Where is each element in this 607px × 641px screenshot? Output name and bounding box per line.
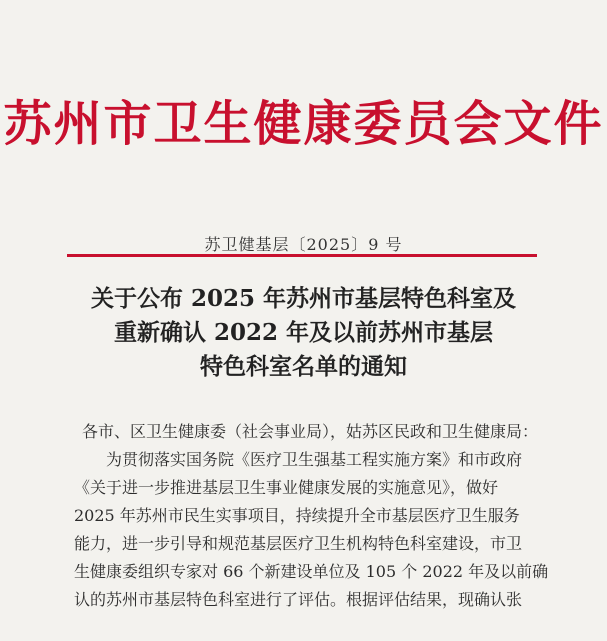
body-line: 认的苏州市基层特色科室进行了评估。根据评估结果，现确认张 xyxy=(74,590,523,609)
title-line: 特色科室名单的通知 xyxy=(200,353,407,380)
addressee-line: 各市、区卫生健康委（社会事业局），姑苏区民政和卫生健康局： xyxy=(82,422,539,441)
document-number: 苏卫健基层〔2025〕9 号 xyxy=(204,235,403,254)
body-line: 生健康委组织专家对 66 个新建设单位及 105 个 2022 年及以前确 xyxy=(74,562,549,581)
notice-title xyxy=(0,282,607,384)
body-line: 2025 年苏州市民生实事项目，持续提升全市基层医疗卫生服务 xyxy=(74,506,520,525)
title-line: 关于公布 2025 年苏州市基层特色科室及 xyxy=(90,285,517,312)
body-line: 能力，进一步引导和规范基层医疗卫生机构特色科室建设，市卫 xyxy=(74,534,523,553)
body-line: 《关于进一步推进基层卫生事业健康发展的实施意见》，做好 xyxy=(74,478,499,497)
title-line: 重新确认 2022 年及以前苏州市基层 xyxy=(113,319,494,346)
red-divider-rule xyxy=(67,254,537,257)
notice-body xyxy=(74,418,549,614)
body-line: 为贯彻落实国务院《医疗卫生强基工程实施方案》和市政府 xyxy=(106,450,523,469)
masthead-title: 苏州市卫生健康委员会文件 xyxy=(3,96,604,152)
